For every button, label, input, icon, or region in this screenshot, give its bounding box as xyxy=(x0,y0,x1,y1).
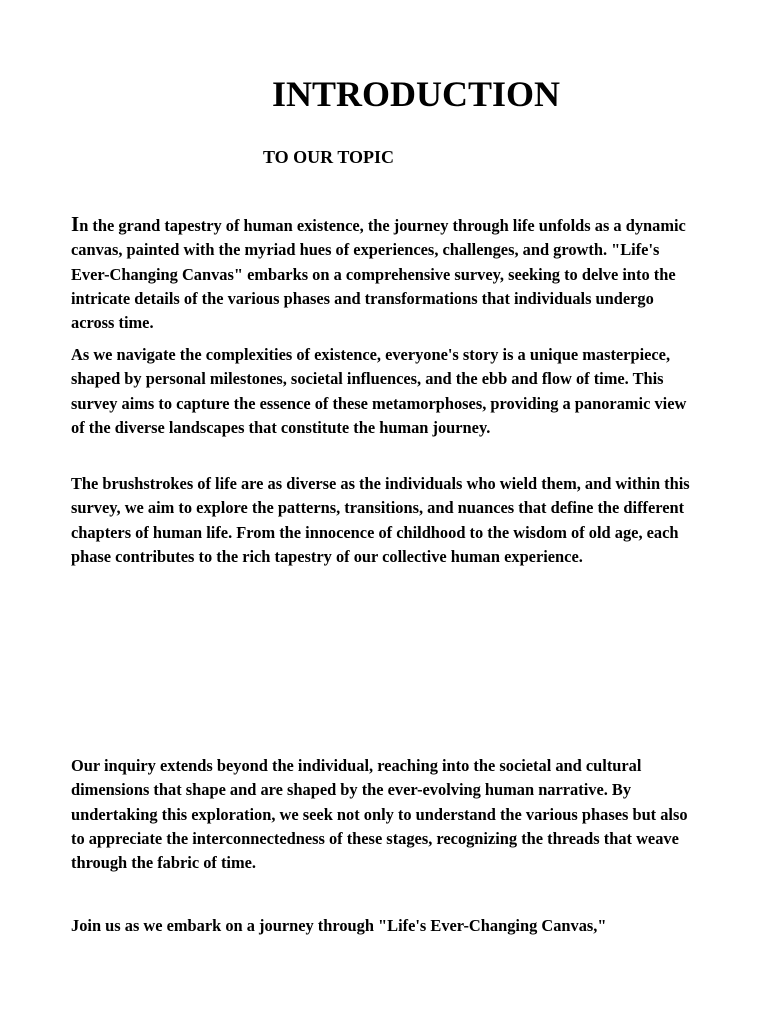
paragraph-3: The brushstrokes of life are as diverse as the individuals who wield them, and within this survey, we aim to explore the patterns, transitions, and nuances that define the different chapters of human life. From the innocence of childhood to the wisdom of old age, each phase contributes to the rich tapestry of our collective human experience. xyxy=(71,474,690,566)
paragraph-1 xyxy=(71,212,701,335)
drop-cap-letter: I xyxy=(71,212,80,236)
page-title: INTRODUCTION xyxy=(271,74,561,114)
paragraph-2: As we navigate the complexities of existence, everyone's story is a unique masterpiece, shaped by personal milestones, societal influences, and the ebb and flow of time. This survey aims to capture the essence of these metamorphoses, providing a panoramic view of the diverse landscapes that constitute the human journey. xyxy=(71,345,687,437)
page-subtitle: TO OUR TOPIC xyxy=(263,147,395,167)
paragraph-4: Our inquiry extends beyond the individual, reaching into the societal and cultural dimensions that shape and are shaped by the ever-evolving human narrative. By undertaking this exploration, we seek not only to understand the various phases but also to appreciate the interconnectedness of these stages, recognizing the threads that weave through the fabric of time. xyxy=(71,756,688,873)
paragraph-1-text: n the grand tapestry of human existence, the journey through life unfolds as a dynamic canvas, painted with the myriad hues of experiences, challenges, and growth. "Life's Ever-Changing Canvas" embarks on a comprehensive survey, seeking to delve into the intricate details of the various phases and transformations that individuals undergo across time. xyxy=(71,216,686,333)
paragraph-5: Join us as we embark on a journey through "Life's Ever-Changing Canvas," xyxy=(71,916,607,935)
